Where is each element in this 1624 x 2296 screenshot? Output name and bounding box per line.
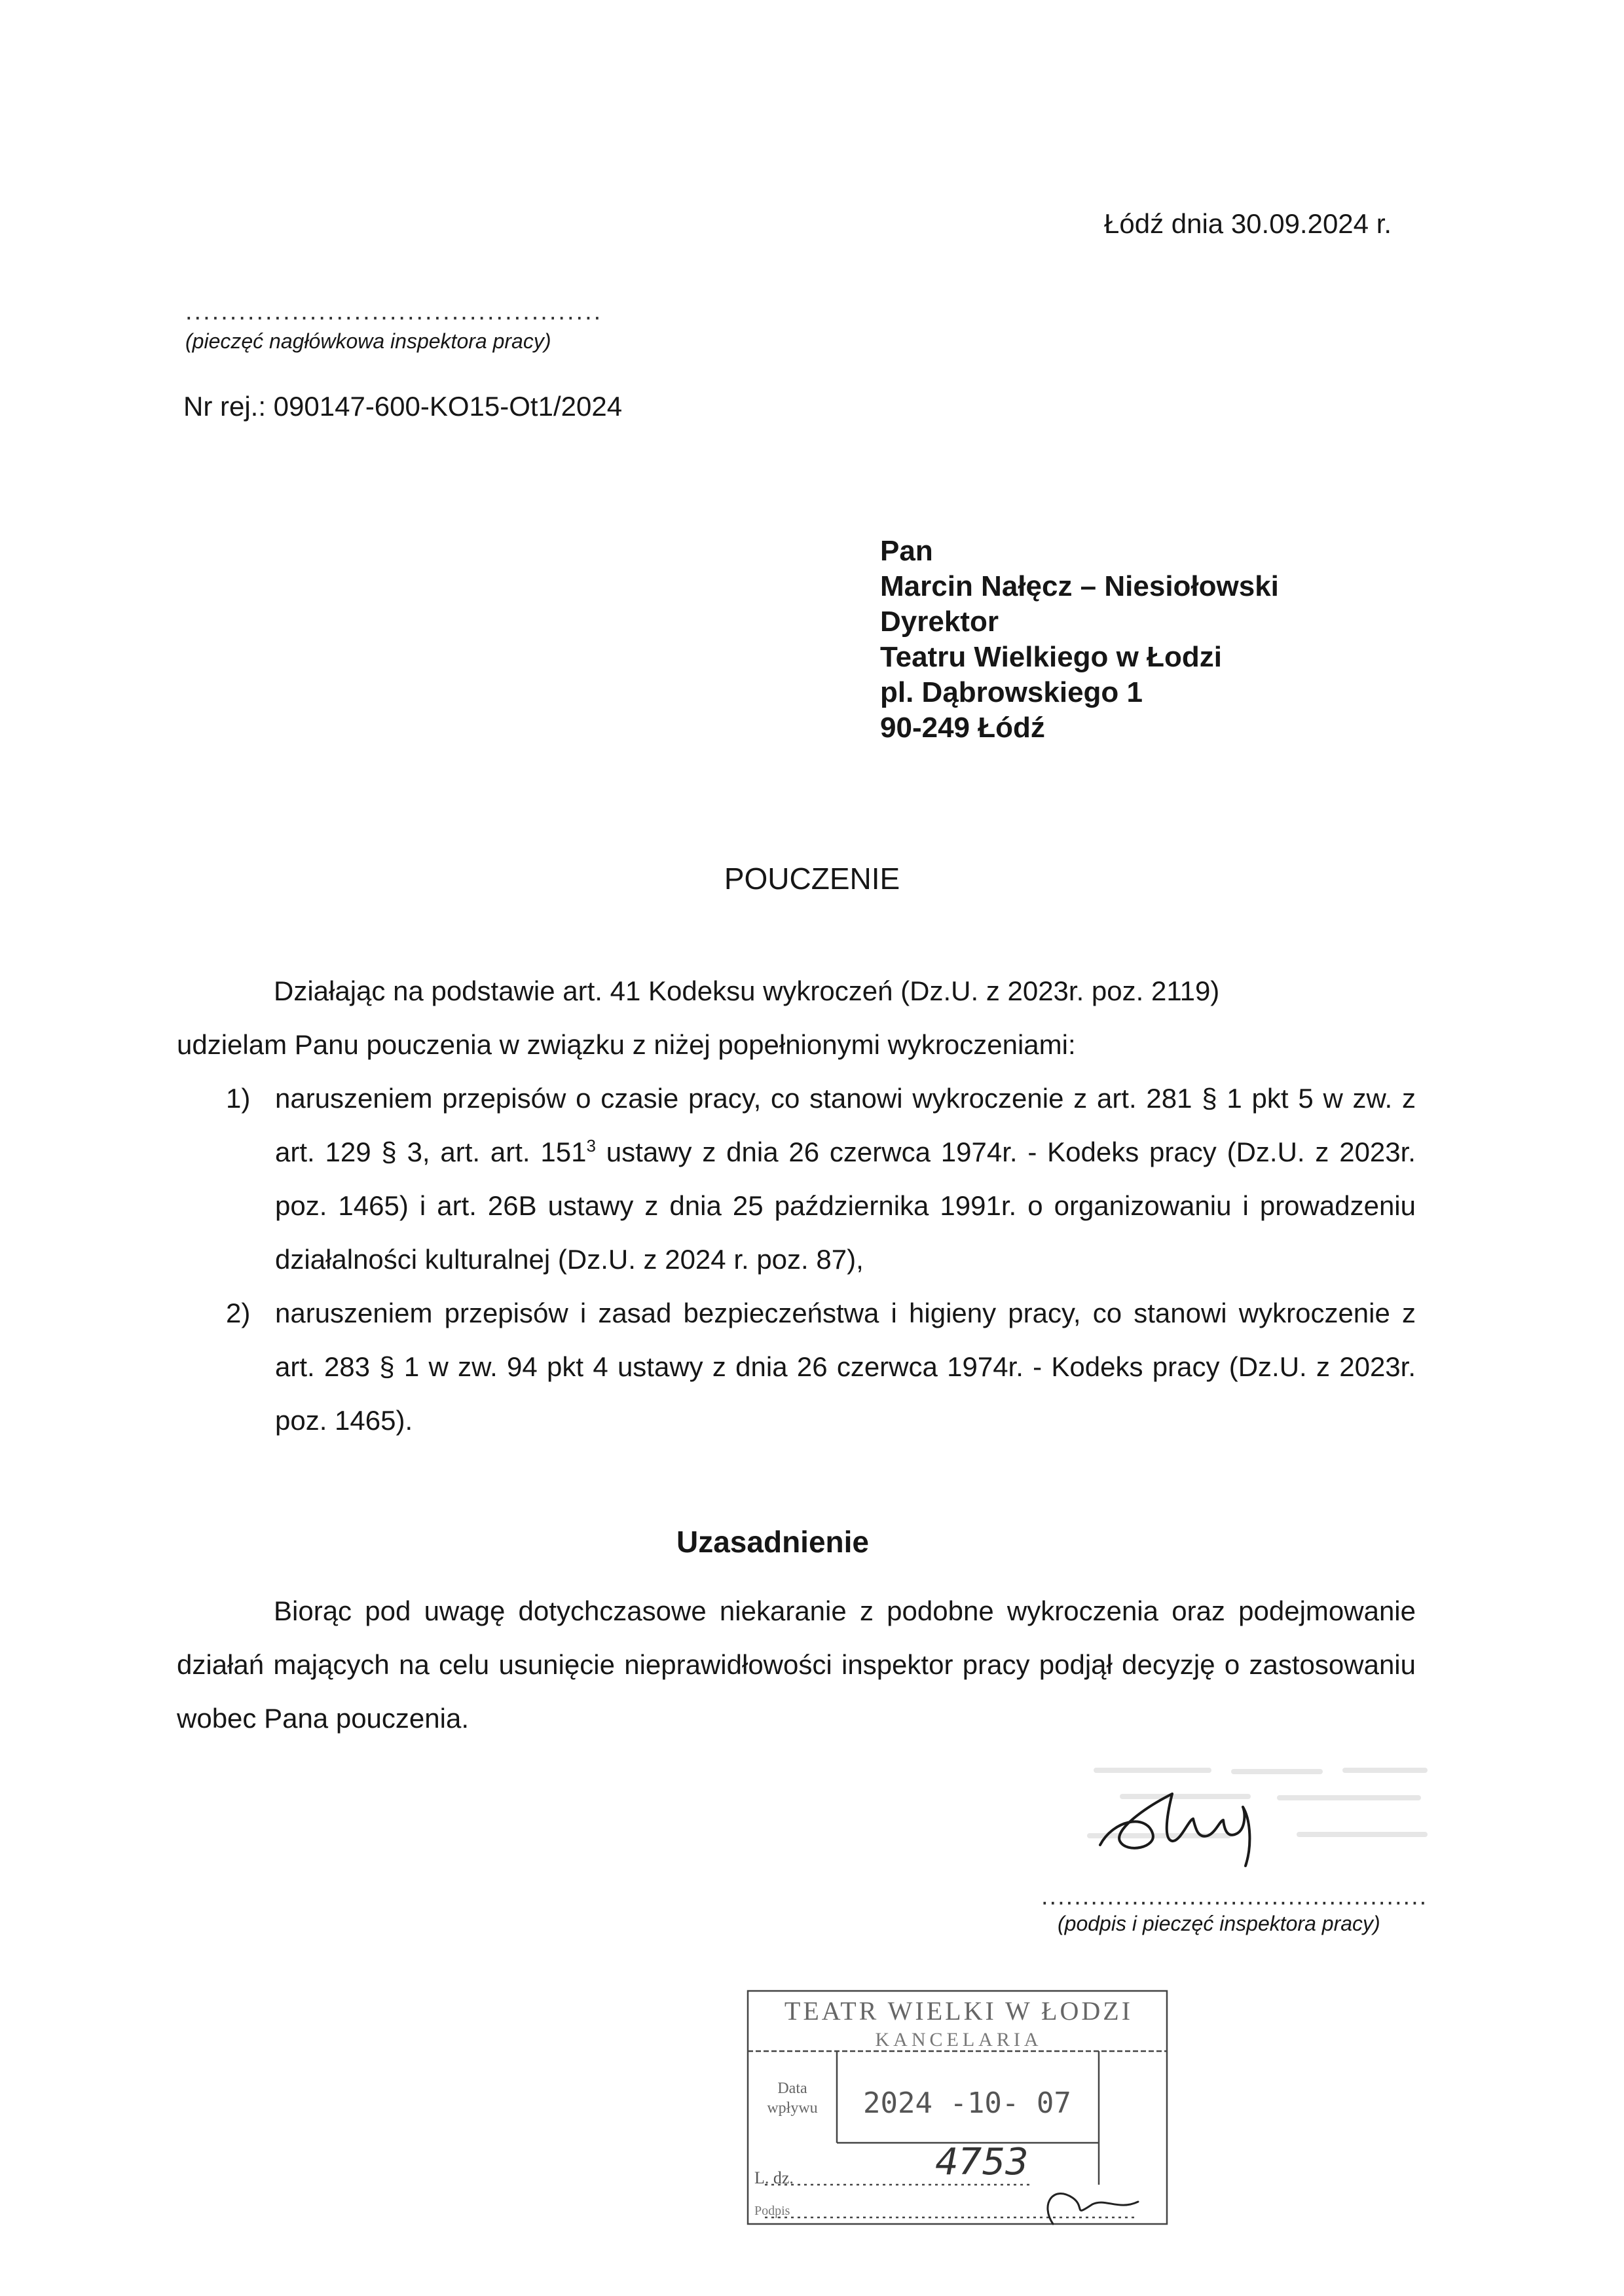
receipt-stamp xyxy=(745,1988,1172,2229)
inspector-signature xyxy=(1074,1768,1310,1872)
receipt-office: KANCELARIA xyxy=(875,2029,1043,2050)
registration-number: Nr rej.: 090147-600-KO15-Ot1/2024 xyxy=(183,391,623,422)
receipt-initials xyxy=(1048,2194,1138,2224)
pouczenie-intro xyxy=(177,964,1416,1072)
list-item xyxy=(177,1286,1416,1448)
signature-line: ............................................... xyxy=(1041,1883,1428,1910)
receipt-signature-label: Podpis xyxy=(754,2204,790,2218)
list-item-text: naruszeniem przepisów i zasad bezpieczeństwa i higieny pracy, co stanowi wykroczenie z art. 283 § 1 w zw. 94 pkt 4 ustawy z dnia 26 czerwca 1974r. - Kodeks pracy (Dz.U. z 2023r. poz. 1465). xyxy=(275,1298,1416,1436)
intro-first-line: Działając na podstawie art. 41 Kodeksu wykroczeń (Dz.U. z 2023r. poz. 2119) xyxy=(274,975,1220,1006)
intro-second-line: udzielam Panu pouczenia w związku z niżej popełnionymi wykroczeniami: xyxy=(177,1029,1076,1060)
receipt-date-label: wpływu xyxy=(767,2100,818,2117)
recipient-line: Pan xyxy=(880,535,933,567)
signature-caption: (podpis i pieczęć inspektora pracy) xyxy=(1058,1912,1380,1935)
list-item-text-part: naruszeniem przepisów o czasie pracy, co stanowi wykroczenie z art. 281 § 1 pkt 5 w zw. z art. 129 § 3, art. art. 151 xyxy=(275,1083,1416,1167)
stamp-placeholder-line: ............................................... xyxy=(185,298,603,325)
recipient-line: Marcin Nałęcz – Niesiołowski xyxy=(880,570,1279,602)
recipient-line: Teatru Wielkiego w Łodzi xyxy=(880,641,1222,673)
receipt-date-value: 2024 -10- 07 xyxy=(863,2086,1071,2120)
recipient-line: pl. Dąbrowskiego 1 xyxy=(880,676,1143,708)
receipt-date-label: Data xyxy=(777,2080,807,2097)
section-title-uzasadnienie: Uzasadnienie xyxy=(676,1525,869,1559)
list-item xyxy=(177,1072,1416,1286)
stamp-caption: (pieczęć nagłówkowa inspektora pracy) xyxy=(185,329,551,353)
list-item-number: 1) xyxy=(226,1083,251,1114)
offence-list xyxy=(177,1072,1416,1448)
receipt-ldz-value: 4753 xyxy=(935,2141,1029,2183)
justification-text: Biorąc pod uwagę dotychczasowe niekaranie z podobne wykroczenia oraz podejmowanie działań mających na celu usunięcie nieprawidłowości inspektor pracy podjął decyzję o zastosowaniu wobec Pana pouczenia. xyxy=(177,1595,1416,1734)
recipient-address xyxy=(880,534,1279,746)
receipt-institution: TEATR WIELKI W ŁODZI xyxy=(784,1996,1134,2026)
section-title-pouczenie: POUCZENIE xyxy=(724,862,900,896)
justification-paragraph xyxy=(177,1584,1416,1745)
document-date: Łódź dnia 30.09.2024 r. xyxy=(1104,208,1392,239)
list-item-text-part: ustawy z dnia 26 czerwca 1974r. - Kodeks pracy (Dz.U. z 2023r. poz. 1465) i art. 26B ustawy z dnia 25 października 1991r. o organizowaniu i prowadzeniu działalności kulturalnej (Dz.U. z 2024 r. poz. 87), xyxy=(275,1137,1416,1275)
superscript: 3 xyxy=(586,1136,596,1156)
list-item-number: 2) xyxy=(226,1298,251,1328)
receipt-ldz-label: L. dz. xyxy=(754,2168,794,2187)
recipient-line: 90-249 Łódź xyxy=(880,712,1045,744)
recipient-line: Dyrektor xyxy=(880,606,999,638)
